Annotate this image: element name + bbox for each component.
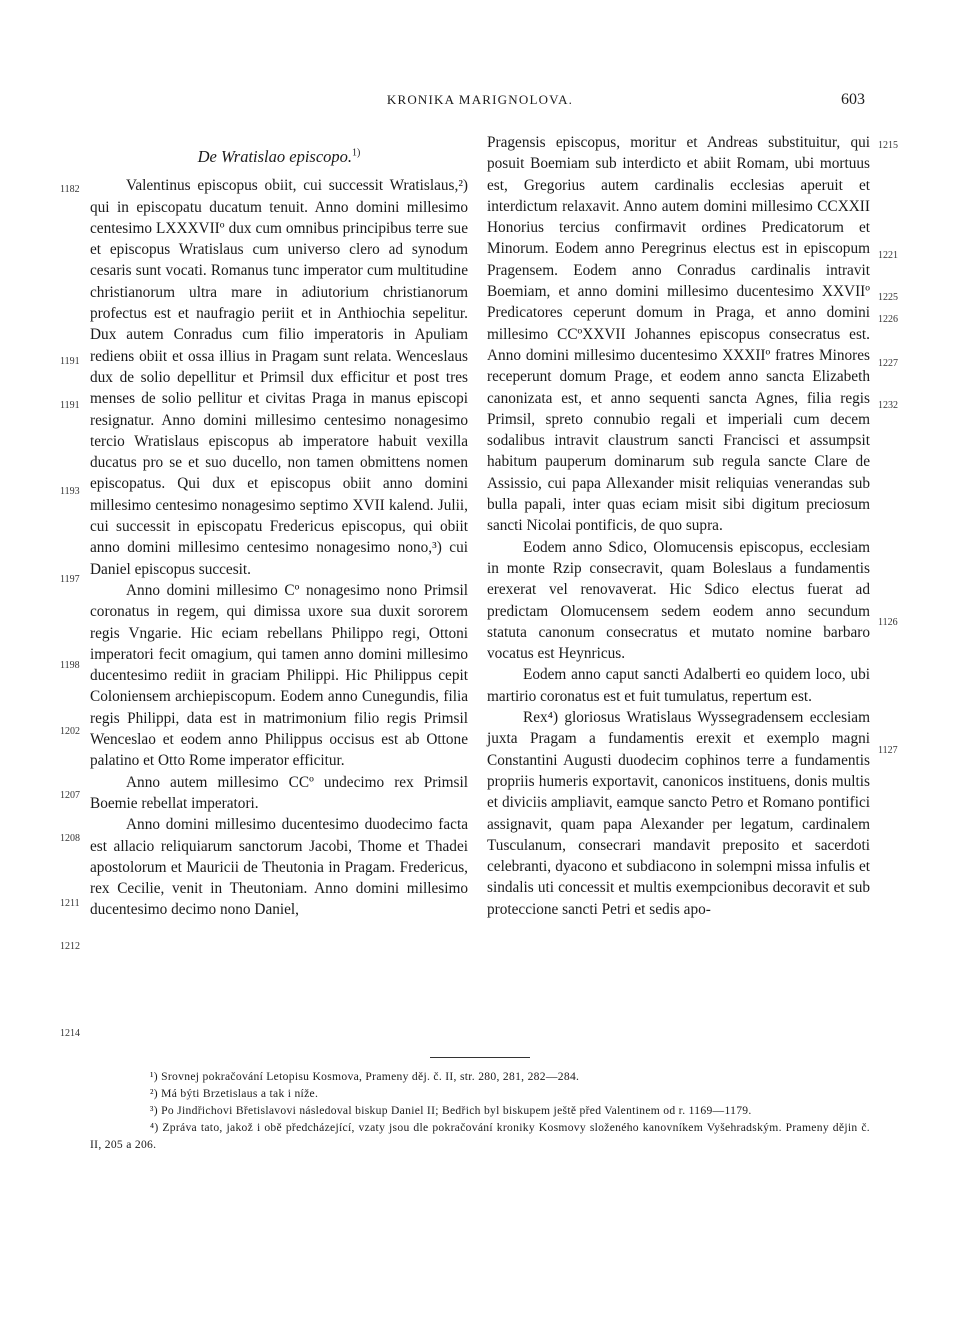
margin-year: 1126 <box>878 617 898 628</box>
section-title <box>90 146 468 167</box>
margin-year: 1211 <box>60 898 80 909</box>
margin-year: 1208 <box>60 833 80 844</box>
footnotes <box>90 1068 870 1153</box>
margin-year: 1197 <box>60 574 80 585</box>
section-title-footnote-ref: 1) <box>352 147 361 159</box>
footnote: ³) Po Jindřichovi Břetislavovi následoval biskup Daniel II; Bedřich byl biskupem ještě před Valentinem od r. 1169—1179. <box>150 1104 752 1117</box>
margin-year: 1193 <box>60 486 80 497</box>
margin-year: 1202 <box>60 726 80 737</box>
paragraph: Valentinus episcopus obiit, cui successit Wratislaus,²) qui in episcopatu ducatum tenuit. Anno domini millesimo centesimo LXXXVIIº dux cum omnibus principibus terre sue et episcopus Wratislaus cum universo clero ad synodum cesaris sunt vocati. Romanus tunc imperator cum multitudine christianorum ultra mare in adiutorium christianorum profectus est et naufragio periit et in Anthiochia sepelitur. Dux autem Conradus cum filio imperatoris in Apuliam rediens obiit et ossa illius in Pragam sunt relata. Wenceslaus dux de solio depellitur et Primsil dux efficitur et post tres menses de solio pellitur et civitas Praga in manus episcopi resignatur. Anno domini millesimo centesimo nonagesimo tercio Wratislaus episcopus ab imperatore habuit vexilla ducatus pro se et suo ducello, non tamen obmittens nomen episcopatus. Qui dux et episcopus obiit anno domini millesimo centesimo nonagesimo septimo XVII kalend. Julii, cui successit in episcopatu Fredericus episcopus, qui obiit anno domini millesimo centesimo nonagesimo nono,³) cui Daniel episcopus succesit. <box>90 177 468 578</box>
margin-year: 1198 <box>60 660 80 671</box>
footnote: ⁴) Zpráva tato, jakož i obě předcházející, vzaty jsou dle pokračování kroniky Kosmovy složeného kanovníkem Vyšehradským. Prameny dějin č. II, 205 a 206. <box>90 1121 870 1151</box>
paragraph: Eodem anno Sdico, Olomucensis episcopus, ecclesiam in monte Rzip consecravit, quam Boleslaus a fundamentis erexerat vel renovaverat. Hic Sdico electus fuerat ad predictam Olomucensem sedem eodem anno secundum statuta canonum consecratus et mutato nomine barbaro vocatus est Heynricus. <box>487 538 870 663</box>
paragraph: Eodem anno caput sancti Adalberti eo quidem loco, ubi martirio coronatus est et fuit tumulatus, repertum est. <box>487 666 870 705</box>
margin-year: 1227 <box>878 358 898 369</box>
footnote: ²) Má býti Brzetislaus a tak i níže. <box>150 1087 319 1100</box>
margin-year: 1215 <box>878 140 898 151</box>
left-column <box>90 132 468 921</box>
margin-year: 1191 <box>60 400 80 411</box>
footnote-divider <box>430 1057 530 1058</box>
margin-year: 1191 <box>60 356 80 367</box>
footnote: ¹) Srovnej pokračování Letopisu Kosmova, Prameny děj. č. II, str. 280, 281, 282—284. <box>150 1070 580 1083</box>
page-number: 603 <box>841 91 865 108</box>
running-title: KRONIKA MARIGNOLOVA. <box>386 92 574 107</box>
margin-year: 1225 <box>878 292 898 303</box>
paragraph: Anno domini millesimo ducentesimo duodecimo facta est allacio reliquiarum sanctorum Jacobi, Thome et Thadei apostolorum et Mauricii de Theutonia in Pragam. Fredericus, rex Cecilie, venit in Theutoniam. Anno domini millesimo ducentesimo decimo nono Daniel, <box>90 816 468 919</box>
section-title-text: De Wratislao episcopo. <box>197 147 353 166</box>
margin-year: 1182 <box>60 184 80 195</box>
right-column <box>487 132 870 920</box>
paragraph: Pragensis episcopus, moritur et Andreas substituitur, qui posuit Boemiam sub interdicto et abiit Romam, ubi mortuus est, Gregorius autem cardinalis ecclesias aperuit et interdictum relaxavit. Anno autem domini millesimo CCXXII Honorius tercius confirmavit ordines Predicatorum et Minorum. Eodem anno Peregrinus electus est in episcopum Pragensem. Eodem anno Conradus cardinalis intravit Boemiam, et anno domini millesimo ducentesimo XXVIIº Predicatores ceperunt domum in Praga, et anno domini millesimo CCºXXVII Johannes episcopus consecratus est. Anno domini millesimo ducentesimo XXXIIº fratres Minores receperunt domum Prage, et eodem anno sancta Elizabeth canonizata est, et anno sequenti sancta Agnes, filia regis Primsil, spreto connubio regali et imperiali cum decem sodalibus intravit claustrum sancti Francisci et assumpsit habitum pauperum dominarum sub regula sancte Clare de Assissio, cui papa Allexander misit reliquias venerandas sub bulla papali, inter quas eciam misit sibi digitum preciosum sancti Nicolai pontificis, de quo supra. <box>487 134 870 535</box>
margin-year: 1221 <box>878 250 898 261</box>
margin-year: 1207 <box>60 790 80 801</box>
margin-year: 1127 <box>878 745 898 756</box>
paragraph: Anno domini millesimo Cº nonagesimo nono Primsil coronatus in regem, qui dimissa uxore sua duxit sororem regis Vngarie. Hic eciam rebellans Philippo regi, Ottoni imperatori fecit omagium, qui tamen anno domini millesimo ducentesimo rediit in graciam Philippi. Hic Philippus cepit Coloniensem archiepiscopum. Eodem anno Cunegundis, filia regis Philippi, data est in matrimonium filio regis Primsil Wenceslao et eodem anno Philippus occisus est ab Ottone palatino et Otto Rome imperator efficitur. <box>90 581 468 770</box>
margin-year: 1226 <box>878 314 898 325</box>
margin-year: 1214 <box>60 1028 80 1039</box>
page-header <box>0 92 960 112</box>
margin-year: 1212 <box>60 941 80 952</box>
paragraph: Rex⁴) gloriosus Wratislaus Wyssegradensem ecclesiam juxta Pragam a fundamentis erexit et exemplo magni Constantini Augusti duodecim cophinos terre a fundamentis propriis humeris exportavit, canonicos instituens, donis multis et diviciis ampliavit, eamque sancto Petro et Romano pontifici assignavit, quam papa Alexander per legatum, cardinalem Tusculanum, consecrari mandavit preposito et sacerdoti celebranti, dyacono et subdiacono in solempni missa infulis et sindalis uti concessit et multis exempcionibus decoravit et sub proteccione sancti Petri et sedis apo- <box>487 709 870 918</box>
margin-year: 1232 <box>878 400 898 411</box>
paragraph: Anno autem millesimo CCº undecimo rex Primsil Boemie rebellat imperatori. <box>90 773 468 812</box>
